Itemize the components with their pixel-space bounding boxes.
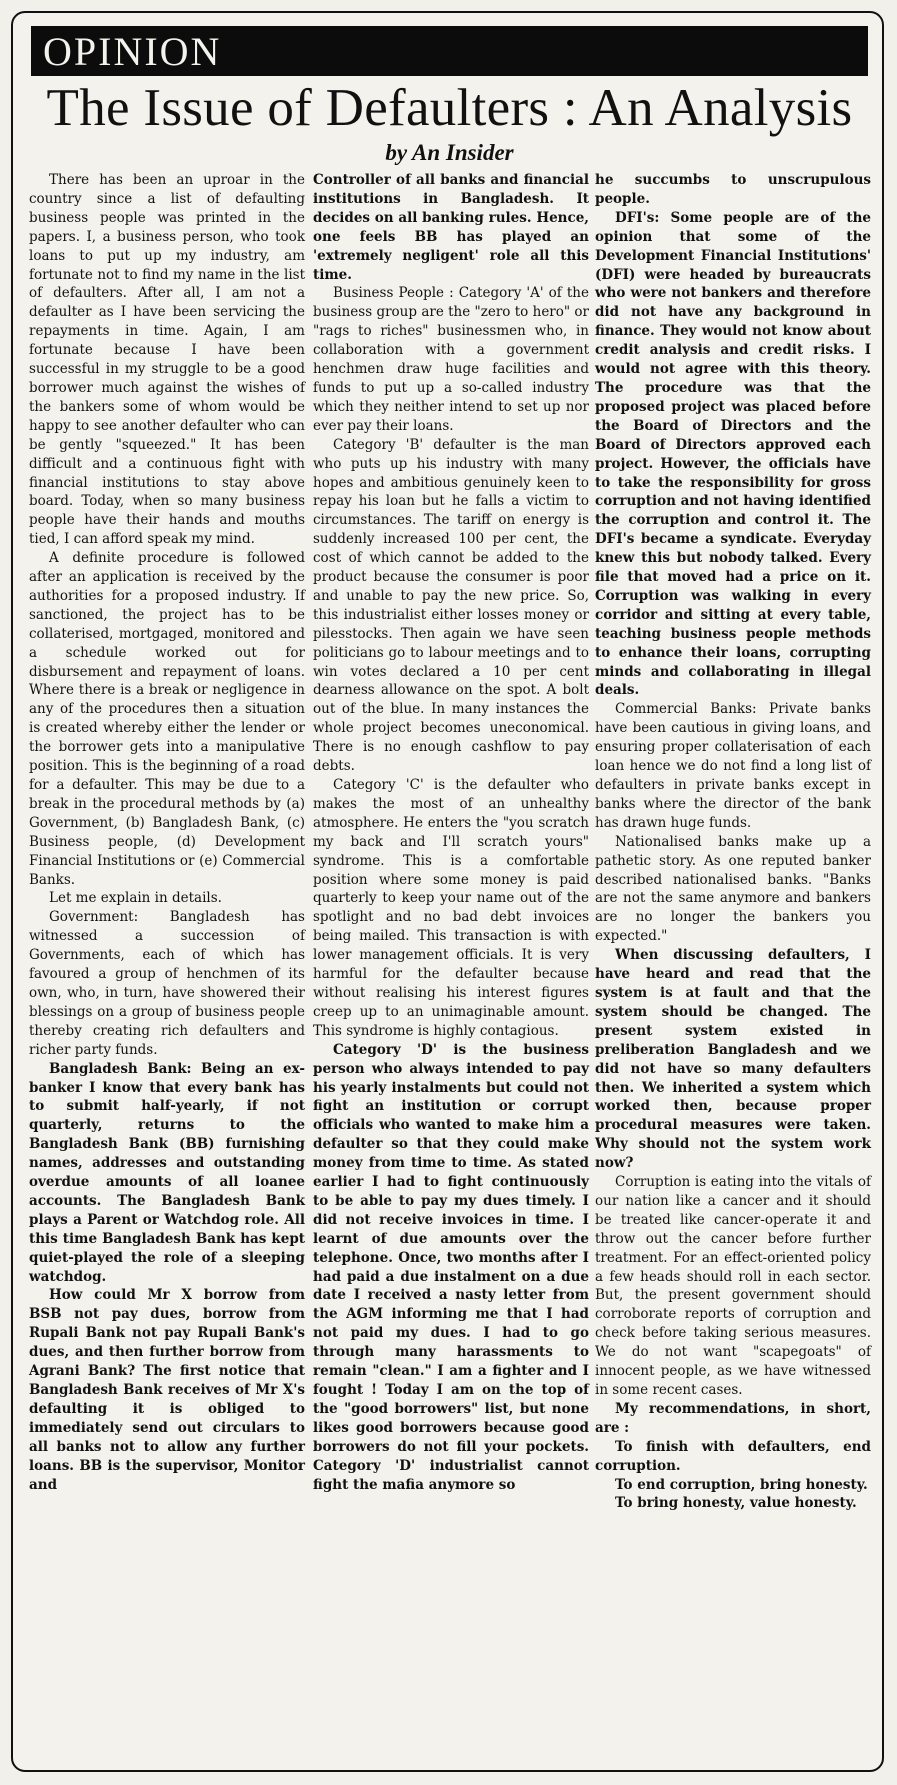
paragraph: Category 'D' is the business person who always intended to pay his yearly instalments but could not fight an institution or corrupt officials who wanted to make him a defaulter so that they could make money from time to time. As stated earlier I had to fight continuously to be able to pay my dues timely. I did not receive invoices in time. I learnt of due amounts over the telephone. Once, two months after I had paid a due instalment on a due date I received a nasty letter from the AGM informing me that I had not paid my dues. I had to go through many harassments to remain "clean." I am a fighter and I fought ! Today I am on the top of the "good borrowers" list, but none likes good borrowers because good borrowers do not fill your pockets. Category 'D' industrialist cannot fight the mafia anymore so bbox=[313, 1041, 589, 1493]
paragraph: To finish with defaulters, end corruption. bbox=[595, 1438, 871, 1474]
paragraph: Controller of all banks and financial institutions in Bangladesh. It decides on all banking rules. Hence, one feels BB has played an 'extremely negligent' role all this time. bbox=[313, 172, 589, 283]
article-column-1 bbox=[29, 171, 305, 1494]
section-banner bbox=[31, 26, 868, 76]
paragraph: he succumbs to unscrupulous people. bbox=[595, 172, 871, 207]
paragraph: Nationalised banks make up a pathetic story. As one reputed banker described nationalised banks. "Banks are not the same anymore and bankers are no longer the bankers you expected." bbox=[595, 833, 871, 945]
newspaper-clipping bbox=[11, 11, 884, 1772]
paragraph: To bring honesty, value honesty. bbox=[615, 1495, 857, 1512]
section-label: OPINION bbox=[43, 29, 222, 74]
paragraph: Corruption is eating into the vitals of our nation like a cancer and it should be treated like cancer-operate it and throw out the cancer before further treatment. For an effect-oriented policy a few heads should roll in each sector. But, the present government should corroborate reports of corruption and check before taking serious measures. We do not want "scapegoats" of innocent people, as we have witnessed in some recent cases. bbox=[595, 1174, 871, 1398]
paragraph: How could Mr X borrow from BSB not pay dues, borrow from Rupali Bank not pay Rupali Bank's dues, and then further borrow from Agrani Bank? The first notice that Bangladesh Bank receives of Mr X's defaulting it is obliged to immediately send out circulars to all banks not to allow any further loans. BB is the supervisor, Monitor and bbox=[29, 1287, 305, 1493]
article-headline: The Issue of Defaulters : An Analysis bbox=[46, 79, 853, 137]
paragraph: Bangladesh Bank: Being an ex-banker I know that every bank has to submit half-yearly, if not quarterly, returns to the Bangladesh Bank (BB) furnishing names, addresses and outstanding overdue amounts of all loanee accounts. The Bangladesh Bank plays a Parent or Watchdog role. All this time Bangladesh Bank has kept quiet-played the role of a sleeping watchdog. bbox=[29, 1060, 305, 1285]
article-byline: by An Insider bbox=[385, 140, 514, 165]
paragraph: When discussing defaulters, I have heard and read that the system is at fault and that the system should be changed. The present system existed in preliberation Bangladesh and we did not have so many defaulters then. We inherited a system which worked then, because proper procedural measures were taken. Why should not the system work now? bbox=[595, 947, 871, 1172]
article-column-3 bbox=[595, 171, 871, 1513]
paragraph: Commercial Banks: Private banks have been cautious in giving loans, and ensuring proper collaterisation of each loan hence we do not find a long list of defaulters in private banks except in banks where the director of the bank has drawn huge funds. bbox=[595, 701, 871, 831]
paragraph: To end corruption, bring honesty. bbox=[615, 1476, 868, 1493]
article-column-2 bbox=[313, 171, 589, 1494]
paragraph: Government: Bangladesh has witnessed a succession of Governments, each of which has favoured a group of henchmen of its own, who, in turn, have showered their blessings on a group of business people thereby creating rich defaulters and richer party funds. bbox=[29, 909, 305, 1058]
paragraph: DFI's: Some people are of the opinion that some of the Development Financial Institutions' (DFI) were headed by bureaucrats who were not bankers and therefore did not have any background in finance. They would not know about credit analysis and credit risks. I would not agree with this theory. The procedure was that the proposed project was placed before the Board of Directors and the Board of Directors approved each project. However, the officials have to take the responsibility for gross corruption and not having identified the corruption and control it. The DFI's became a syndicate. Everyday knew this but nobody talked. Every file that moved had a price on it. Corruption was walking in every corridor and sitting at every table, teaching business people methods to enhance their loans, corrupting minds and collaborating in illegal deals. bbox=[595, 209, 871, 699]
paragraph: Category 'B' defaulter is the man who puts up his industry with many hopes and ambitious genuinely keen to repay his loan but he falls a victim to circumstances. The tariff on energy is suddenly increased 100 per cent, the cost of which cannot be added to the product because the consumer is poor and unable to pay the new price. So, this industrialist either losses money or pilesstocks. Then again we have seen politicians go to labour meetings and to win votes declared a 10 per cent dearness allowance on the spot. A bolt out of the blue. In many instances the whole project becomes uneconomical. There is no enough cashflow to pay debts. bbox=[313, 436, 589, 775]
paragraph: Business People : Category 'A' of the business group are the "zero to hero" or "rags to riches" businessmen who, in collaboration with a government henchmen draw huge facilities and funds to put up a so-called industry which they neither intend to set up nor ever pay their loans. bbox=[313, 285, 589, 434]
paragraph: A definite procedure is followed after an application is received by the authorities for a proposed industry. If sanctioned, the project has to be collaterised, mortgaged, monitored and a schedule worked out for disbursement and repayment of loans. Where there is a break or negligence in any of the procedures then a situation is created whereby either the lender or the borrower gets into a manipulative position. This is the beginning of a road for a defaulter. This may be due to a break in the procedural methods by (a) Government, (b) Bangladesh Bank, (c) Business people, (d) Development Financial Institutions or (e) Commercial Banks. bbox=[29, 550, 305, 888]
paragraph: Category 'C' is the defaulter who makes the most of an unhealthy atmosphere. He enters the "you scratch my back and I'll scratch yours" syndrome. This is a comfortable position where some money is paid quarterly to keep your name out of the spotlight and no bad debt invoices being mailed. This transaction is with lower management officials. It is very harmful for the defaulter because without realising his interest figures creep up to an unimaginable amount. This syndrome is highly contagious. bbox=[313, 777, 589, 1039]
paragraph: Let me explain in details. bbox=[49, 890, 222, 907]
paragraph: My recommendations, in short, are : bbox=[595, 1400, 871, 1436]
paragraph: There has been an uproar in the country since a list of defaulting business people was printed in the papers. I, a business person, who took loans to put up my industry, am fortunate not to find my name in the list of defaulters. After all, I am not a defaulter as I have been servicing the repayments in time. Again, I am fortunate because I have been successful in my struggle to be a good borrower much against the wishes of the bankers some of whom would be happy to see another defaulter who can be gently "squeezed." It has been difficult and a continuous fight with financial institutions to stay above board. Today, when so many business people have their hands and mouths tied, I can afford speak my mind. bbox=[29, 172, 305, 548]
